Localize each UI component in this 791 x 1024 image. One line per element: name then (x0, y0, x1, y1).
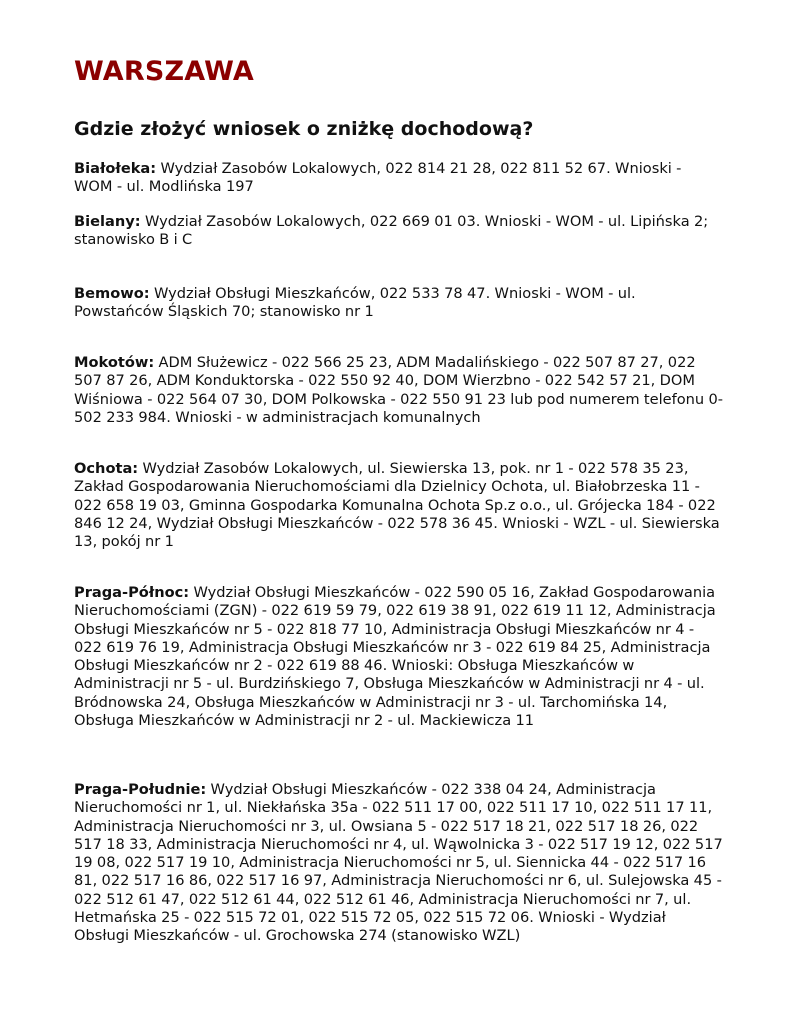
district-details: Wydział Zasobów Lokalowych, ul. Siewierska 13, pok. nr 1 - 022 578 35 23, Zakład Gospodarowania Nieruchomościami dla Dzielnicy Ochota, ul. Białobrzeska 11 - 022 658 19 03, Gminna Gospodarka Komunalna Ochota Sp.z o.o., ul. Grójecka 184 - 022 846 12 24, Wydział Obsługi Mieszkańców - 022 578 36 45. Wnioski - WZL - ul. Siewierska 13, pokój nr 1 (74, 460, 720, 551)
city-title: WARSZAWA (74, 56, 255, 87)
district-name: Ochota: (74, 460, 139, 477)
district-entry (74, 160, 724, 197)
district-entry (74, 460, 724, 551)
district-details: Wydział Zasobów Lokalowych, 022 669 01 03. Wnioski - WOM - ul. Lipińska 2; stanowisko B i C (74, 213, 709, 249)
page-heading: Gdzie złożyć wniosek o zniżkę dochodową? (74, 118, 534, 140)
district-name: Praga-Północ: (74, 584, 190, 601)
district-entry (74, 213, 724, 250)
district-entry (74, 285, 724, 322)
district-details: Wydział Obsługi Mieszkańców, 022 533 78 47. Wnioski - WOM - ul. Powstańców Śląskich 70; stanowisko nr 1 (74, 285, 636, 321)
district-name: Mokotów: (74, 354, 155, 371)
district-name: Bielany: (74, 213, 141, 230)
district-name: Bemowo: (74, 285, 150, 302)
district-name: Praga-Południe: (74, 781, 207, 798)
district-details: Wydział Obsługi Mieszkańców - 022 338 04 24, Administracja Nieruchomości nr 1, ul. Niekłańska 35a - 022 511 17 00, 022 511 17 10, 022 511 17 11, Administracja Nieruchomości nr 3, ul. Owsiana 5 - 022 517 18 21, 022 517 18 26, 022 517 18 33, Administracja Nieruchomości nr 4, ul. Wąwolnicka 3 - 022 517 19 12, 022 517 19 08, 022 517 19 10, Administracja Nieruchomości nr 5, ul. Siennicka 44 - 022 517 16 81, 022 517 16 86, 022 517 16 97, Administracja Nieruchomości nr 6, ul. Sulejowska 45 - 022 512 61 47, 022 512 61 44, 022 512 61 46, Administracja Nieruchomości nr 7, ul. Hetmańska 25 - 022 515 72 01, 022 515 72 05, 022 515 72 06. Wnioski - Wydział Obsługi Mieszkańców - ul. Grochowska 274 (stanowisko WZL) (74, 781, 723, 945)
district-details: Wydział Zasobów Lokalowych, 022 814 21 28, 022 811 52 67. Wnioski - WOM - ul. Modlińska 197 (74, 160, 682, 196)
district-entry (74, 354, 724, 427)
district-entry (74, 584, 724, 730)
district-entry (74, 781, 724, 946)
district-name: Białołeka: (74, 160, 157, 177)
district-details: ADM Służewicz - 022 566 25 23, ADM Madalińskiego - 022 507 87 27, 022 507 87 26, ADM Konduktorska - 022 550 92 40, DOM Wierzbno - 022 542 57 21, DOM Wiśniowa - 022 564 07 30, DOM Polkowska - 022 550 91 23 lub pod numerem telefonu 0-502 233 984. Wnioski - w administracjach komunalnych (74, 354, 724, 426)
district-details: Wydział Obsługi Mieszkańców - 022 590 05 16, Zakład Gospodarowania Nieruchomościami (ZGN) - 022 619 59 79, 022 619 38 91, 022 619 11 12, Administracja Obsługi Mieszkańców nr 5 - 022 818 77 10, Administracja Obsługi Mieszkańców nr 4 - 022 619 76 19, Administracja Obsługi Mieszkańców nr 3 - 022 619 84 25, Administracja Obsługi Mieszkańców nr 2 - 022 619 88 46. Wnioski: Obsługa Mieszkańców w Administracji nr 5 - ul. Burdzińskiego 7, Obsługa Mieszkańców w Administracji nr 4 - ul. Bródnowska 24, Obsługa Mieszkańców w Administracji nr 3 - ul. Tarchomińska 14, Obsługa Mieszkańców w Administracji nr 2 - ul. Mackiewicza 11 (74, 584, 716, 730)
